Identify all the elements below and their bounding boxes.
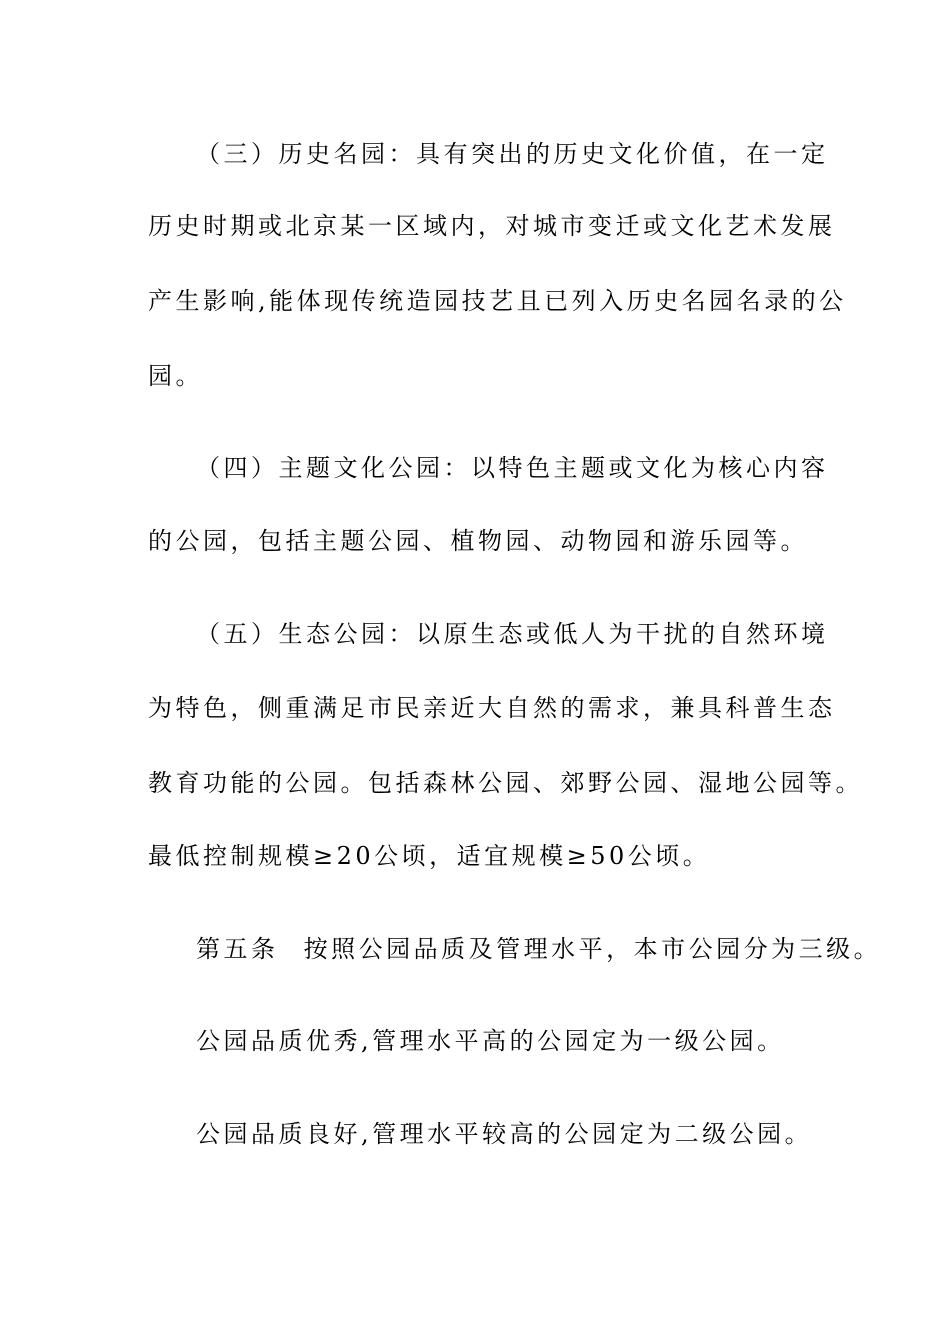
section5-line-2: 为特色，侧重满足市民亲近大自然的需求，兼具科普生态	[148, 694, 836, 722]
section4-line-1: （四）主题文化公园：以特色主题或文化为核心内容	[196, 454, 829, 482]
article5-line	[196, 933, 881, 965]
article5-heading: 第五条	[196, 935, 279, 963]
article5-text: 按照公园品质及管理水平，本市公园分为三级。	[303, 935, 882, 963]
section3-line-2: 历史时期或北京某一区域内，对城市变迁或文化艺术发展	[148, 212, 836, 240]
article5-level1: 公园品质优秀,管理水平高的公园定为一级公园。	[196, 1027, 785, 1055]
section3-line-3: 产生影响,能体现传统造园技艺且已列入历史名园名录的公	[148, 287, 847, 315]
section3-line-1: （三）历史名园：具有突出的历史文化价值，在一定	[196, 140, 829, 168]
section3-line-4: 园。	[148, 362, 203, 390]
section5-line-4: 最低控制规模≥20公顷，适宜规模≥50公顷。	[148, 842, 711, 870]
section5-line-3: 教育功能的公园。包括森林公园、郊野公园、湿地公园等。	[148, 769, 863, 797]
section4-line-2: 的公园，包括主题公园、植物园、动物园和游乐园等。	[148, 527, 808, 555]
article5-level2: 公园品质良好,管理水平较高的公园定为二级公园。	[196, 1120, 813, 1148]
section5-line-1: （五）生态公园：以原生态或低人为干扰的自然环境	[196, 620, 829, 648]
